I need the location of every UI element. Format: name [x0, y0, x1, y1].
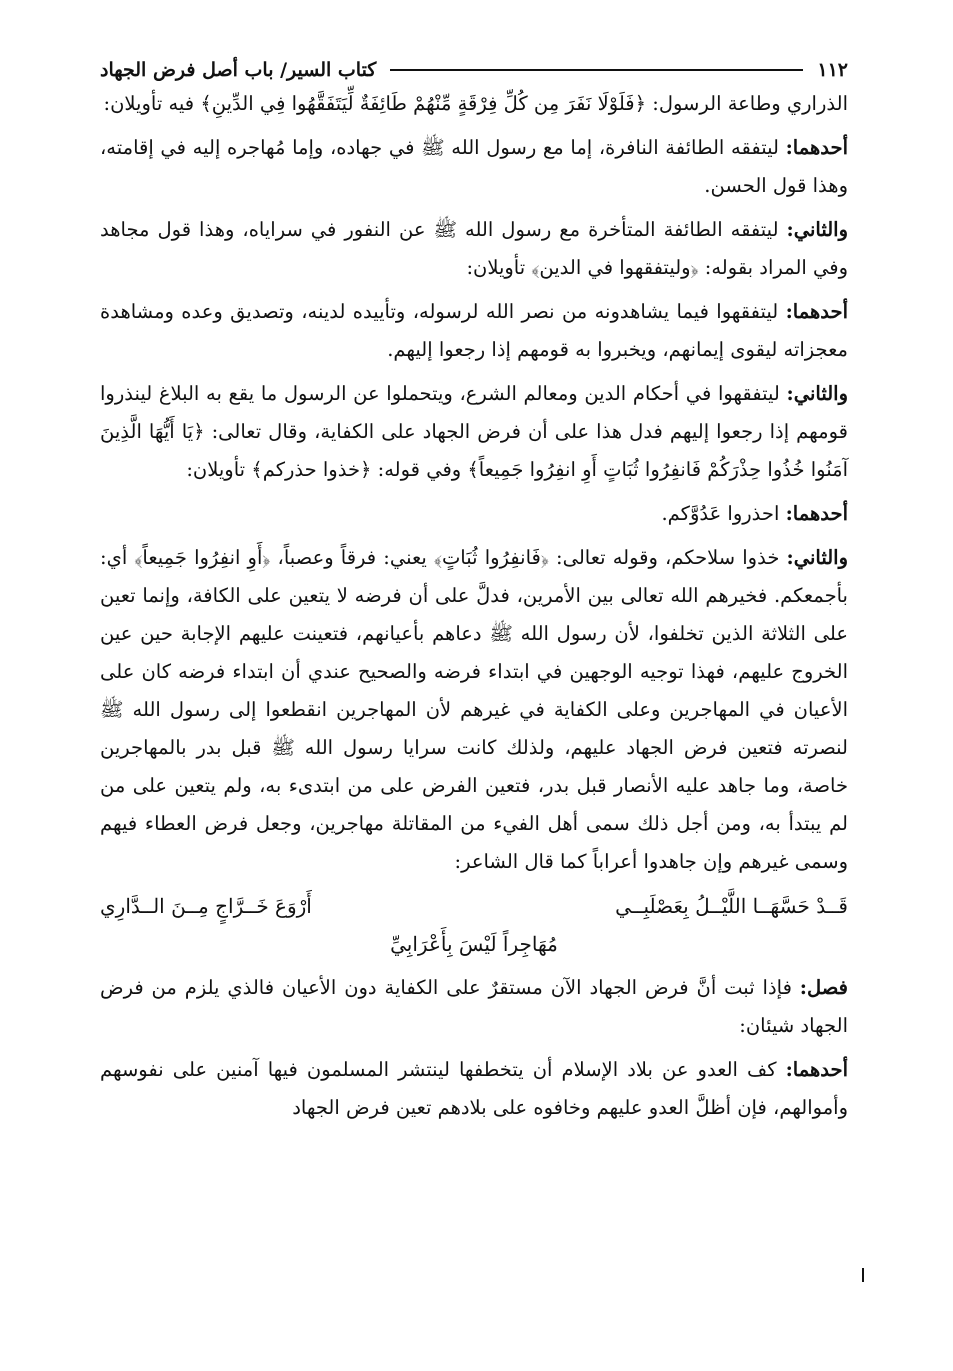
paragraph-lead: والثاني: — [786, 382, 848, 405]
document-page — [100, 55, 848, 1133]
paragraph — [100, 129, 848, 205]
poem-line-2: مُهَاجِراً لَيْسَ بِأَعْرَابِيِّ — [390, 932, 558, 956]
paragraph-lead: أحدهما: — [785, 502, 848, 525]
paragraph-text: ليتفقه الطائفة المتأخرة مع رسول الله ﷺ عن النفور في سراياه، وهذا قول مجاهد وفي المراد بقوله: ﴿وليتفقهوا في الدين﴾ تأويلان: — [100, 218, 848, 279]
page-header — [100, 55, 848, 85]
paragraph — [100, 539, 848, 881]
paragraph-text: ليتفقهوا في أحكام الدين ومعالم الشرع، ويتحملوا عن الرسول ما يقع به البلاغ لينذروا قومهم إذا رجعوا إليهم فدل هذا على أن فرض الجهاد على الكفاية، وقال تعالى: ﴿يَا أَيُّهَا الَّذِينَ آمَنُوا خُذُوا حِذْرَكُمْ فَانفِرُوا ثُبَاتٍ أَوِ انفِرُوا جَمِيعاً﴾ وفي قوله: ﴿خذوا حذركم﴾ تأويلان: — [100, 382, 848, 481]
margin-mark — [862, 1268, 864, 1282]
running-title: كتاب السير/ باب أصل فرض الجهاد — [100, 59, 377, 81]
poem-line-1 — [100, 887, 848, 925]
paragraph-lead: أحدهما: — [785, 136, 848, 159]
paragraph-lead: فصل: — [799, 976, 848, 999]
paragraph-lead: أحدهما: — [785, 300, 848, 323]
hemistich-second: أَرْوَعَ خَــرَّاجٍ مِــنَ الــدَّارِي — [100, 894, 312, 918]
page-number: ١١٢ — [817, 59, 848, 81]
poem-verse — [100, 887, 848, 963]
paragraph-text: الذراري وطاعة الرسول: ﴿فَلَوْلَا نَفَرَ مِن كُلِّ فِرْقَةٍ مِّنْهُمْ طَائِفَةٌ لِّيَتَفَقَّهُوا فِي الدِّينِ﴾ فيه تأويلان: — [103, 92, 848, 115]
paragraph-lead: والثاني: — [786, 546, 848, 569]
paragraph — [100, 969, 848, 1045]
paragraph-text: كف العدو عن بلاد الإسلام أن يتخطفها لينتشر المسلمون فيها آمنين على نفوسهم وأموالهم، فإن أظلَّ العدو عليهم وخافوه على بلادهم تعين فرض الجهاد — [100, 1058, 848, 1119]
paragraph-text: ليتفقهوا فيما يشاهدونه من نصر الله لرسوله، وتأييده لدينه، وتصديق وعده ومشاهدة معجزاته ليقوى إيمانهم، ويخبروا به قومهم إذا رجعوا إليهم. — [100, 300, 848, 361]
paragraph-text: فإذا ثبت أنَّ فرض الجهاد الآن مستقرٌ على الكفاية دون الأعيان فالذي يلزم من فرض الجهاد شيئان: — [100, 976, 848, 1037]
paragraph — [100, 495, 848, 533]
paragraph — [100, 1051, 848, 1127]
paragraph-lead: أحدهما: — [785, 1058, 848, 1081]
paragraph-lead: والثاني: — [786, 218, 848, 241]
paragraph-text: ليتفقه الطائفة النافرة، إما مع رسول الله ﷺ في جهاده، وإما مُهاجره إليه في إقامته، وهذا قول الحسن. — [100, 136, 848, 197]
header-rule — [390, 69, 803, 71]
paragraph — [100, 211, 848, 287]
hemistich-first: قَــدْ حَسَّهَــا اللَّيْــلُ بِعَصْلَبِــي — [615, 894, 848, 918]
paragraph-text: احذروا عَدُوَّكم. — [661, 502, 786, 525]
paragraph — [100, 85, 848, 123]
paragraph — [100, 375, 848, 489]
paragraph-text: خذوا سلاحكم، وقوله تعالى: ﴿فَانفِرُوا ثُبَاتٍ﴾ يعني: فرقاً وعصباً، ﴿أَوِ انفِرُوا جَمِيعاً﴾ أي: بأجمعكم. فخيرهم الله تعالى بين الأمرين، فدلَّ على أن فرضه لا يتعين على الكافة، وإنما تعين على الثلاثة الذين تخلفوا، لأن رسول الله ﷺ دعاهم بأعيانهم، فتعينت عليهم الإجابة حين عين الخروج عليهم، فهذا توجيه الوجهين في ابتداء فرضه والصحيح عندي أن ابتداء فرضه كان على الأعيان في المهاجرين وعلى الكفاية في غيرهم لأن المهاجرين انقطعوا إلى رسول الله ﷺ لنصرته فتعين فرض الجهاد عليهم، ولذلك كانت سرايا رسول الله ﷺ قبل بدر بالمهاجرين خاصة، وما جاهد عليه الأنصار قبل بدر، فتعين الفرض على من ابتدىء به، ولم يتعين على من لم يبتدأ به، ومن أجل ذلك سمى أهل الفيء من المقاتلة مهاجرين، وجعل فرض العطاء فيهم وسمى غيرهم وإن جاهدوا أعراباً كما قال الشاعر: — [100, 546, 848, 873]
paragraph — [100, 293, 848, 369]
